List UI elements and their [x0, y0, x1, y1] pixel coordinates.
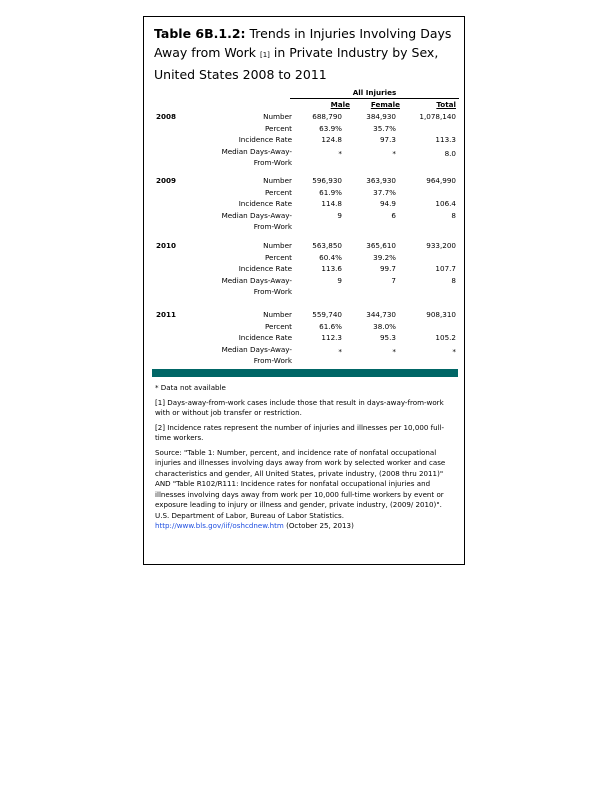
- source-date: (October 25, 2013): [283, 521, 354, 530]
- year-label: 2010: [156, 241, 177, 250]
- cell-total: 1,078,140: [419, 112, 456, 121]
- cell-male: 61.6%: [319, 321, 342, 331]
- cell-male: 688,790: [312, 112, 342, 121]
- cell-female: 95.3: [379, 333, 396, 342]
- cell-male: *: [338, 148, 342, 158]
- cell-female: 38.0%: [373, 321, 396, 331]
- table-title: [154, 24, 459, 84]
- row-label-cont: From-Work: [253, 222, 292, 231]
- row-label: Median Days-Away-: [221, 210, 292, 220]
- cell-total: 933,200: [426, 241, 456, 250]
- row-label: Incidence Rate: [238, 333, 292, 342]
- cell-total: 8: [451, 275, 456, 285]
- col-header-male: Male: [330, 100, 350, 109]
- row-label: Median Days-Away-: [221, 275, 292, 285]
- row-label: Median Days-Away-: [221, 146, 292, 156]
- cell-total: *: [452, 346, 456, 356]
- cell-female: 99.7: [379, 264, 396, 273]
- cell-male: 61.9%: [319, 187, 342, 197]
- row-label: Number: [263, 112, 292, 121]
- row-label: Incidence Rate: [238, 264, 292, 273]
- cell-male: *: [338, 346, 342, 356]
- cell-female: 97.3: [379, 135, 396, 144]
- cell-female: 365,610: [366, 241, 396, 250]
- cell-female: 37.7%: [373, 187, 396, 197]
- cell-male: 9: [337, 210, 342, 220]
- row-label: Number: [263, 176, 292, 185]
- row-label: Incidence Rate: [238, 199, 292, 208]
- cell-female: *: [392, 148, 396, 158]
- cell-male: 63.9%: [319, 123, 342, 133]
- cell-total: 8: [451, 210, 456, 220]
- cell-female: 94.9: [379, 199, 396, 208]
- year-label: 2011: [156, 310, 177, 319]
- cell-total: 964,990: [426, 176, 456, 185]
- row-label-cont: From-Work: [253, 356, 292, 365]
- cell-total: 113.3: [435, 135, 456, 144]
- year-label: 2009: [156, 176, 177, 185]
- cell-male: 60.4%: [319, 252, 342, 262]
- row-label: Percent: [264, 123, 292, 133]
- cell-female: 384,930: [366, 112, 396, 121]
- row-label: Number: [263, 310, 292, 319]
- cell-female: 35.7%: [373, 123, 396, 133]
- cell-male: 113.6: [321, 264, 342, 273]
- cell-total: 107.7: [435, 264, 456, 273]
- row-label: Incidence Rate: [238, 135, 292, 144]
- note-2: [2] Incidence rates represent the number of injuries and illnesses per 10,000 full-time workers.: [155, 422, 445, 442]
- cell-total: 106.4: [435, 199, 456, 208]
- cell-male: 563,850: [312, 241, 342, 250]
- title-ref: [1]: [260, 51, 270, 59]
- cell-male: 596,930: [312, 176, 342, 185]
- col-header-total: Total: [436, 100, 456, 109]
- cell-male: 559,740: [312, 310, 342, 319]
- title-part1: Trends in Injuries Involving Days Away from Work: [154, 26, 452, 60]
- cell-male: 114.8: [321, 199, 342, 208]
- accent-bar: [152, 369, 458, 377]
- row-label-cont: From-Work: [253, 158, 292, 167]
- cell-male: 9: [337, 275, 342, 285]
- note-1: [1] Days-away-from-work cases include those that result in days-away-from-work with or without job transfer or restriction.: [155, 397, 444, 417]
- cell-total: 105.2: [435, 333, 456, 342]
- row-label: Percent: [264, 187, 292, 197]
- cell-total: 8.0: [444, 148, 456, 158]
- notes: [155, 383, 455, 536]
- cell-female: 6: [391, 210, 396, 220]
- cell-total: 908,310: [426, 310, 456, 319]
- group-header: All Injuries: [290, 88, 459, 99]
- row-label-cont: From-Work: [253, 287, 292, 296]
- row-label: Number: [263, 241, 292, 250]
- title-prefix: Table 6B.1.2:: [154, 26, 246, 41]
- cell-female: *: [392, 346, 396, 356]
- year-label: 2008: [156, 112, 177, 121]
- col-header-female: Female: [370, 100, 400, 109]
- source-text: Source: "Table 1: Number, percent, and incidence rate of nonfatal occupational injuries and illnesses involving days away from work by selected worker and case characteristics and gender, All United States, private industry, (2008 thru 2011)" AND "Table R102/R111: Incidence rates for nonfatal occupational injuries and illnesses involving days away from work per 10,000 full-time workers by event or exposure leading to injury or illness and gender, private industry, (2009/ 2010)". U.S. Department of Labor, Bureau of Labor Statistics.: [155, 447, 446, 520]
- source-link[interactable]: http://www.bls.gov/iif/oshcdnew.htm: [155, 521, 284, 530]
- note-na: * Data not available: [155, 383, 226, 392]
- cell-female: 39.2%: [373, 252, 396, 262]
- cell-male: 112.3: [321, 333, 342, 342]
- cell-female: 344,730: [366, 310, 396, 319]
- row-label: Percent: [264, 252, 292, 262]
- cell-male: 124.8: [321, 135, 342, 144]
- cell-female: 363,930: [366, 176, 396, 185]
- title-part2: in Private Industry by Sex, United States 2008 to 2011: [154, 45, 439, 82]
- row-label: Median Days-Away-: [221, 344, 292, 354]
- cell-female: 7: [391, 275, 396, 285]
- row-label: Percent: [264, 321, 292, 331]
